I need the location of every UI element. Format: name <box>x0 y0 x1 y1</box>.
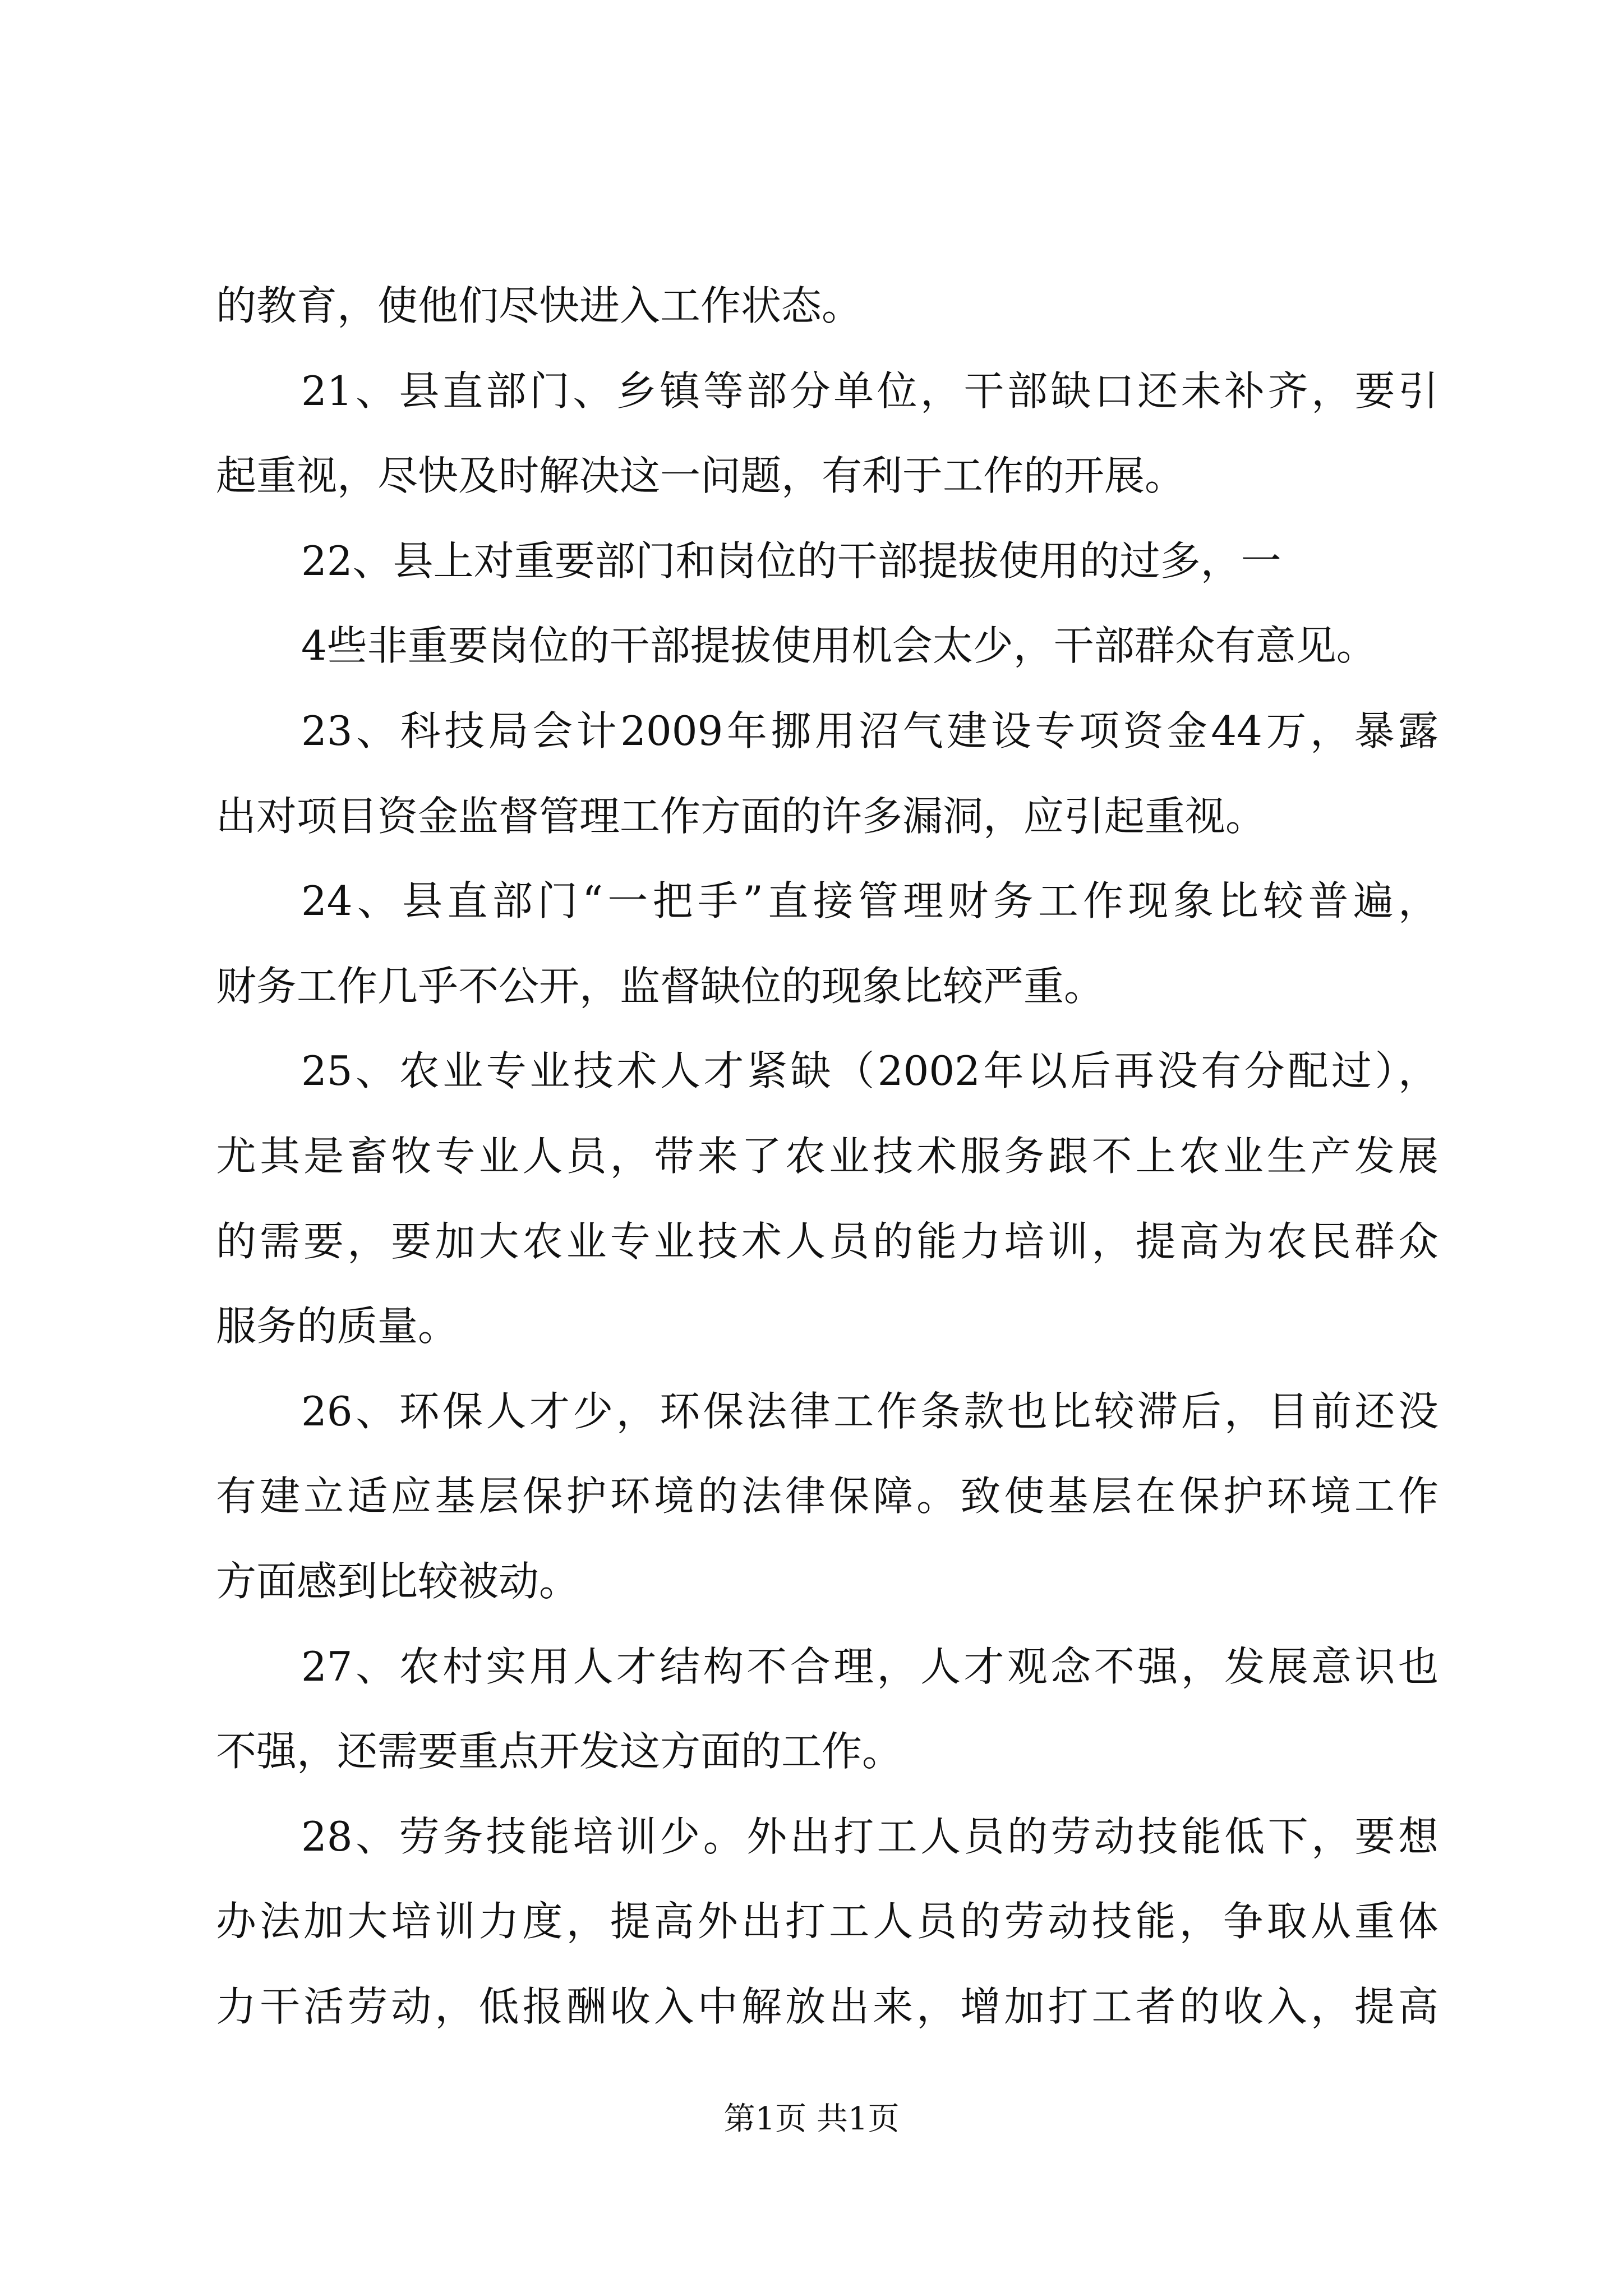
text-line: 28、劳务技能培训少。外出打工人员的劳动技能低下，要想 <box>301 1812 1438 1860</box>
text-line: 22、县上对重要部门和岗位的干部提拔使用的过多，一 <box>301 537 1281 585</box>
text-line: 方面感到比较被动。 <box>216 1557 580 1605</box>
page-footer: 第1页 共1页 <box>723 2101 900 2137</box>
text-line: 办法加大培训力度，提高外出打工人员的劳动技能，争取从重体 <box>216 1898 1438 1945</box>
text-line: 服务的质量。 <box>216 1303 459 1350</box>
text-line: 的教育，使他们尽快进入工作状态。 <box>216 282 863 329</box>
text-line: 21、县直部门、乡镇等部分单位，干部缺口还未补齐，要引 <box>301 367 1438 415</box>
body-text <box>216 264 1438 2049</box>
text-line: 力干活劳动，低报酬收入中解放出来，增加打工者的收入，提高 <box>216 1982 1438 2030</box>
text-line: 的需要，要加大农业专业技术人员的能力培训，提高为农民群众 <box>216 1217 1438 1265</box>
text-line: 出对项目资金监督管理工作方面的许多漏洞，应引起重视。 <box>216 792 1266 840</box>
text-line: 23、科技局会计2009年挪用沼气建设专项资金44万，暴露 <box>301 707 1438 754</box>
text-line: 27、农村实用人才结构不合理，人才观念不强，发展意识也 <box>301 1642 1438 1690</box>
text-line: 不强，还需要重点开发这方面的工作。 <box>216 1728 903 1775</box>
text-line: 24、县直部门“一把手”直接管理财务工作现象比较普遍， <box>301 877 1438 925</box>
text-line: 有建立适应基层保护环境的法律保障。致使基层在保护环境工作 <box>216 1473 1438 1520</box>
text-line: 尤其是畜牧专业人员，带来了农业技术服务跟不上农业生产发展 <box>216 1132 1438 1180</box>
text-line: 4些非重要岗位的干部提拔使用机会太少，干部群众有意见。 <box>301 622 1377 670</box>
text-line: 财务工作几乎不公开，监督缺位的现象比较严重。 <box>216 962 1105 1010</box>
text-line: 起重视，尽快及时解决这一问题，有利于工作的开展。 <box>216 452 1186 500</box>
text-line: 26、环保人才少，环保法律工作条款也比较滞后，目前还没 <box>301 1387 1438 1435</box>
text-line: 25、农业专业技术人才紧缺（2002年以后再没有分配过）， <box>301 1047 1438 1095</box>
